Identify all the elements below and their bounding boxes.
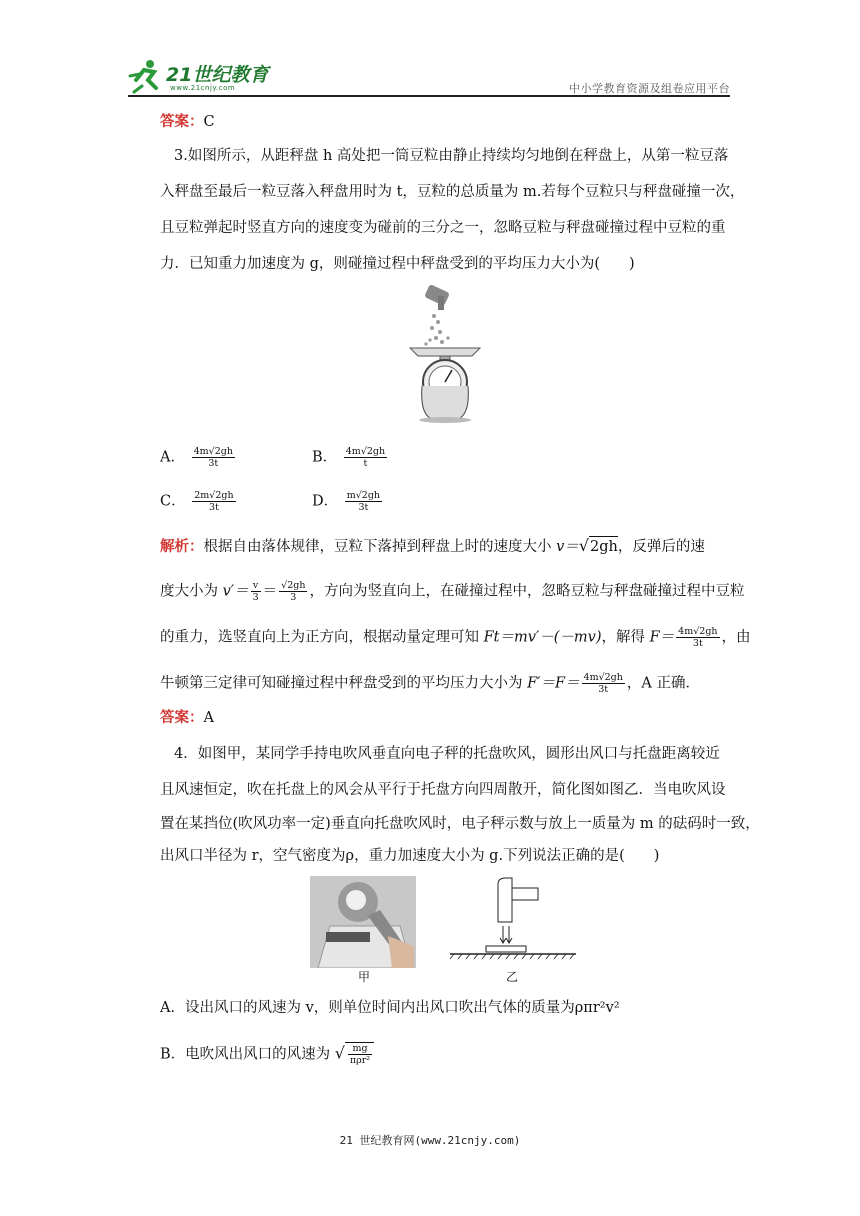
q4-option-a: A．设出风口的风速为 v，则单位时间内出风口吹出气体的质量为ρπr²v² xyxy=(160,1000,620,1016)
q3-line-2: 入秤盘至最后一粒豆落入秤盘用时为 t，豆粒的总质量为 m.若每个豆粒只与秤盘碰撞一次， xyxy=(160,184,745,200)
analysis-line-4: 牛顿第三定律可知碰撞过程中秤盘受到的平均压力大小为 F′＝F＝ $\frac{4m√2gh}{3t}$ ，A 正确． xyxy=(160,672,700,695)
q3-figure-scale xyxy=(400,282,490,424)
answer-prev: 答案：C xyxy=(160,114,215,130)
analysis-line-1: 解析：根据自由落体规律，豆粒下落掉到秤盘上时的速度大小 v＝√2gh，反弹后的速 xyxy=(160,536,705,555)
q3-line-1: 3.如图所示，从距秤盘 h 高处把一筒豆粒由静止持续均匀地倒在秤盘上，从第一粒豆落 xyxy=(174,148,729,164)
q3-line-3: 且豆粒弹起时竖直方向的速度变为碰前的三分之一，忽略豆粒与秤盘碰撞过程中豆粒的重 xyxy=(160,220,726,236)
q4-figure-photo xyxy=(310,876,416,968)
answer-q3: 答案：A xyxy=(160,710,214,726)
analysis-line-3: 的重力，选竖直向上为正方向，根据动量定理可知 Ft＝mv′－(－mv)，解得 F＝ $\frac{4m√2gh}{3t}$ ，由 xyxy=(160,626,751,649)
logo-url: www.21cnjy.com xyxy=(170,84,236,92)
header-divider xyxy=(128,95,730,97)
q4-figure-schematic xyxy=(448,876,578,966)
site-logo xyxy=(128,58,278,96)
q4-option-b: B．电吹风出风口的风速为 √ $\frac{mg}{\text{πρr²}}$ xyxy=(160,1042,374,1066)
q3-option-c: C． $\frac{2m√2gh}{3t}$ xyxy=(160,490,234,513)
q4-figure-label-jia: 甲 xyxy=(358,970,371,984)
header-platform-text: 中小学教育资源及组卷应用平台 xyxy=(569,82,730,95)
q4-line-1: 4．如图甲，某同学手持电吹风垂直向电子秤的托盘吹风，圆形出风口与托盘距离较近 xyxy=(174,746,720,762)
q3-option-b: B． $\frac{4m√2gh}{t}$ xyxy=(312,446,386,469)
q3-option-d: D． $\frac{m√2gh}{3t}$ xyxy=(312,490,381,513)
q4-line-3: 置在某挡位(吹风功率一定)垂直向托盘吹风时，电子秤示数与放上一质量为 m 的砝码时一致， xyxy=(160,816,760,832)
q4-line-2: 且风速恒定，吹在托盘上的风会从平行于托盘方向四周散开，简化图如图乙．当电吹风设 xyxy=(160,782,726,798)
logo-text: 21世纪教育 xyxy=(166,64,269,86)
analysis-line-2: 度大小为 v′＝ $\frac{v}{3}$ ＝ $\frac{√2gh}{3}$ ，方向为竖直向上，在碰撞过程中，忽略豆粒与秤盘碰撞过程中豆粒 xyxy=(160,580,745,603)
page-footer: 21 世纪教育网(www.21cnjy.com) xyxy=(339,1134,521,1147)
q4-figure-label-yi: 乙 xyxy=(506,970,519,984)
pouring-cup-icon xyxy=(424,284,450,310)
q3-line-4: 力．已知重力加速度为 g，则碰撞过程中秤盘受到的平均压力大小为( ) xyxy=(160,256,635,272)
q3-option-a: A． $\frac{4m√2gh}{3t}$ xyxy=(160,446,233,469)
q4-line-4: 出风口半径为 r，空气密度为ρ，重力加速度大小为 g.下列说法正确的是( ) xyxy=(160,848,660,864)
